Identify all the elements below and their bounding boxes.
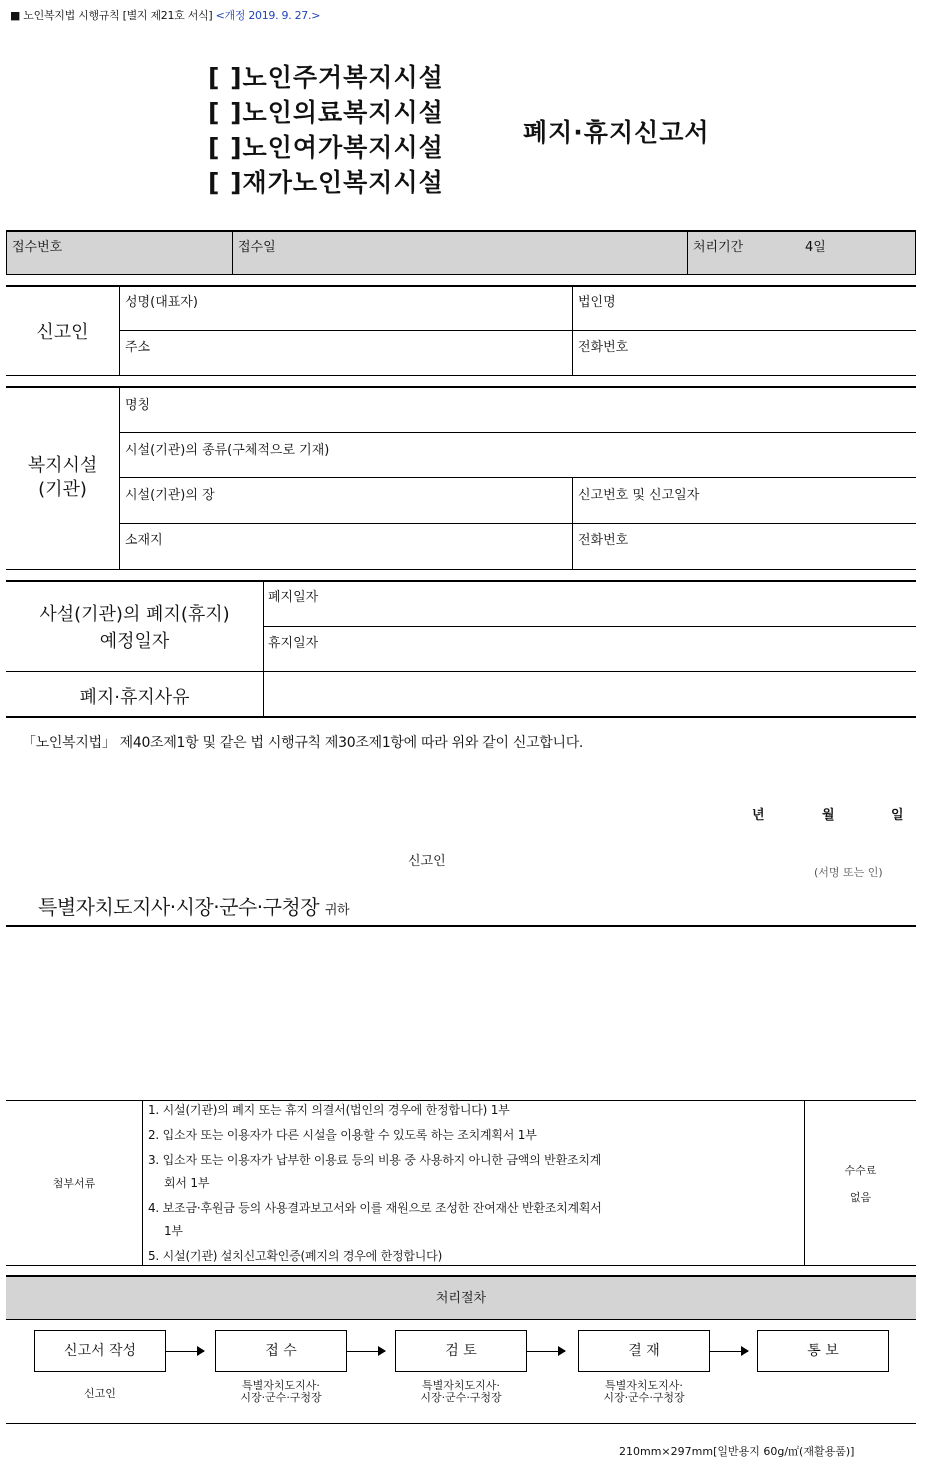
- receipt-number-label: 접수번호: [12, 240, 63, 255]
- step-receive: 접 수: [215, 1330, 347, 1372]
- signature-placeholder[interactable]: (서명 또는 인): [814, 866, 883, 879]
- closure-schedule-label: [6, 601, 263, 655]
- step-3-actor-line1: 특별자치도지사·: [422, 1379, 500, 1392]
- facility-label-line2: (기관): [38, 479, 87, 500]
- date-day-label: 일: [891, 808, 904, 823]
- attachments-label: 첨부서류: [52, 1177, 96, 1190]
- attachment-item-2: 2. 입소자 또는 이용자가 다른 시설을 이용할 수 있도록 하는 조치계획서 1부: [148, 1128, 537, 1142]
- report-number-date-label: 신고번호 및 신고일자: [578, 488, 700, 503]
- step-3-actor: [395, 1380, 527, 1404]
- revision-link[interactable]: <개정 2019. 9. 27.>: [215, 9, 321, 22]
- form-reference: [10, 7, 320, 23]
- facility-label-line1: 복지시설: [27, 455, 98, 476]
- law-reference: ■ 노인복지법 시행규칙 [별지 제21호 서식]: [10, 9, 213, 22]
- step-notify: 통 보: [757, 1330, 889, 1372]
- recipient-line: [38, 891, 349, 920]
- processing-period-value: 4일: [805, 240, 826, 255]
- step-4-actor-line1: 특별자치도지사·: [605, 1379, 683, 1392]
- corporation-name-label: 법인명: [578, 295, 616, 310]
- reporter-section-label: 신고인: [36, 322, 89, 343]
- receipt-date-label: 접수일: [238, 240, 276, 255]
- closure-schedule-line2: 예정일자: [99, 631, 170, 652]
- paper-spec: 210mm×297mm[일반용지 60g/㎡(재활용품)]: [619, 1445, 855, 1458]
- processing-period-label: 처리기간: [693, 240, 744, 255]
- step-3-actor-line2: 시장·군수·구청장: [420, 1391, 502, 1404]
- facility-type-options: [208, 60, 444, 200]
- attachment-item-3: 3. 입소자 또는 이용자가 납부한 이용료 등의 비용 중 사용하지 아니한 금액의 반환조치계: [148, 1153, 602, 1167]
- step-2-actor-line2: 시장·군수·구청장: [240, 1391, 322, 1404]
- step-approve: 결 재: [578, 1330, 710, 1372]
- date-month-label: 월: [822, 808, 835, 823]
- option-medical[interactable]: [ ]노인의료복지시설: [208, 98, 444, 127]
- declaration-text: 「노인복지법」 제40조제1항 및 같은 법 시행규칙 제30조제1항에 따라 위와 같이 신고합니다.: [22, 735, 584, 751]
- recipient-honorific: 귀하: [324, 903, 350, 918]
- attachment-item-1: 1. 시설(기관)의 폐지 또는 휴지 의결서(법인의 경우에 한정합니다) 1부: [148, 1103, 510, 1117]
- attachment-item-4: 4. 보조금·후원금 등의 사용결과보고서와 이를 재원으로 조성한 잔여재산 반환조치계획서: [148, 1201, 602, 1215]
- step-review: 검 토: [395, 1330, 527, 1372]
- fee-value: 없음: [849, 1191, 872, 1204]
- closure-date-label: 폐지일자: [268, 590, 319, 605]
- step-1-actor: 신고인: [84, 1387, 116, 1400]
- signature-reporter-label: 신고인: [408, 854, 446, 869]
- reporter-name-label: 성명(대표자): [125, 295, 198, 310]
- attachment-item-4-cont: 1부: [164, 1224, 183, 1238]
- step-2-actor: [215, 1380, 347, 1404]
- reporter-address-label: 주소: [125, 340, 151, 355]
- process-title: 처리절차: [435, 1291, 487, 1306]
- facility-location-label: 소재지: [125, 533, 163, 548]
- fee-label: 수수료: [844, 1164, 877, 1177]
- facility-head-label: 시설(기관)의 장: [125, 488, 215, 503]
- arrow-1: [166, 1351, 204, 1352]
- facility-section-label: [6, 454, 119, 502]
- step-4-actor-line2: 시장·군수·구청장: [603, 1391, 685, 1404]
- attachment-item-3-cont: 회서 1부: [164, 1176, 210, 1190]
- facility-type-label: 시설(기관)의 종류(구체적으로 기재): [125, 443, 330, 458]
- recipient-title: 특별자치도지사·시장·군수·구청장: [38, 895, 320, 919]
- attachment-item-5: 5. 시설(기관) 설치신고확인증(폐지의 경우에 한정합니다): [148, 1249, 443, 1263]
- closure-schedule-line1: 사설(기관)의 폐지(휴지): [39, 604, 230, 625]
- date-year-label: 년: [752, 808, 765, 823]
- facility-phone-label: 전화번호: [578, 533, 629, 548]
- arrow-3: [527, 1351, 565, 1352]
- step-write-form: 신고서 작성: [34, 1330, 166, 1372]
- arrow-4: [710, 1351, 748, 1352]
- reporter-phone-label: 전화번호: [578, 340, 629, 355]
- option-home-care[interactable]: [ ]재가노인복지시설: [208, 168, 444, 197]
- receipt-band: [6, 231, 916, 275]
- suspension-date-label: 휴지일자: [268, 636, 319, 651]
- step-2-actor-line1: 특별자치도지사·: [242, 1379, 320, 1392]
- step-4-actor: [578, 1380, 710, 1404]
- form-title: 폐지·휴지신고서: [523, 118, 710, 147]
- option-housing[interactable]: [ ]노인주거복지시설: [208, 63, 444, 92]
- arrow-2: [347, 1351, 385, 1352]
- option-leisure[interactable]: [ ]노인여가복지시설: [208, 133, 444, 162]
- closure-reason-label: 폐지·휴지사유: [79, 687, 190, 708]
- facility-name-label: 명칭: [125, 398, 151, 413]
